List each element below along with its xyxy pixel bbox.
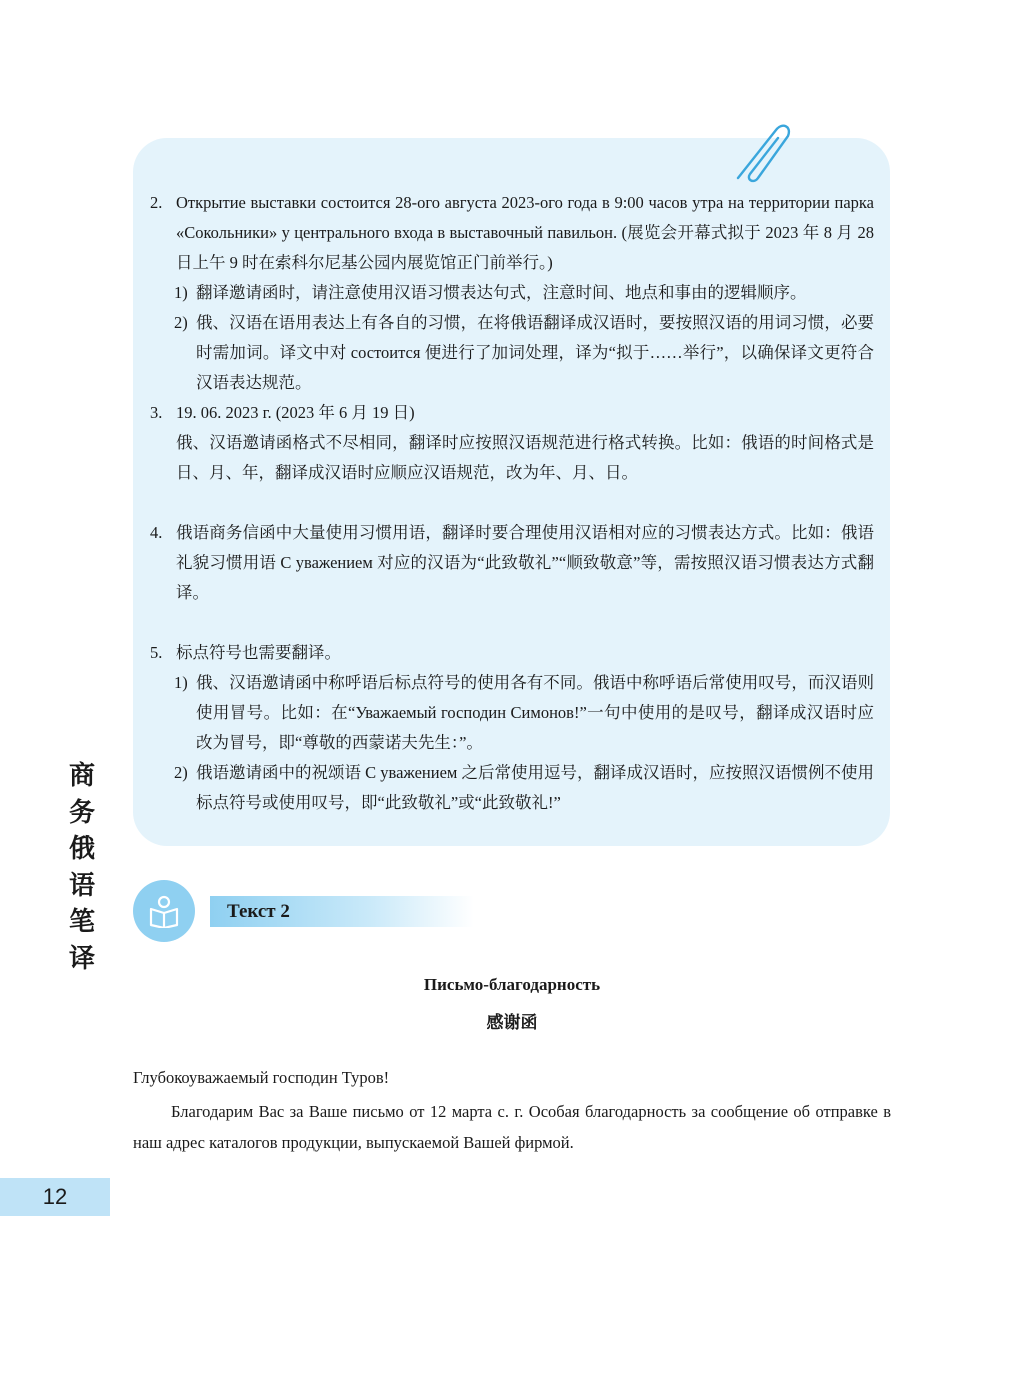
subitem-text: 俄语邀请函中的祝颂语 С уважением 之后常使用逗号，翻译成汉语时，应按照汉语惯例不使用标点符号或使用叹号，即“此致敬礼”或“此致敬礼!” bbox=[196, 763, 874, 812]
page-number: 12 bbox=[0, 1178, 110, 1216]
note-number: 2. bbox=[150, 193, 163, 212]
translation-notes bbox=[150, 188, 874, 818]
subitem-text: 俄、汉语邀请函中称呼语后标点符号的使用各有不同。俄语中称呼语后常使用叹号，而汉语则使用冒号。比如：在“Уважаемый господин Симонов!”一句中使用的是叹号，翻译成汉语时应改为冒号，即“尊敬的西蒙诺夫先生：”。 bbox=[196, 673, 874, 752]
note-number: 4. bbox=[150, 523, 163, 542]
note-subitem bbox=[150, 758, 874, 818]
note-item-5 bbox=[150, 638, 874, 668]
side-title-char: 笔 bbox=[68, 907, 95, 937]
letter-paragraph: Благодарим Вас за Ваше письмо от 12 марта с. г. Особая благодарность за сообщение об отправке в наш адрес каталогов продукции, выпускаемой Вашей фирмой. bbox=[133, 1102, 891, 1152]
paperclip-icon bbox=[728, 116, 798, 196]
note-text: 标点符号也需要翻译。 bbox=[176, 643, 341, 662]
note-subitem bbox=[150, 278, 874, 308]
note-item-3 bbox=[150, 398, 874, 488]
side-title-char: 译 bbox=[68, 943, 95, 974]
subitem-number: 1) bbox=[174, 283, 188, 302]
side-title-char: 俄 bbox=[68, 834, 95, 864]
side-title-char: 商 bbox=[68, 761, 95, 791]
side-title-char: 语 bbox=[68, 870, 95, 901]
book-side-title bbox=[64, 758, 100, 977]
note-number: 5. bbox=[150, 643, 163, 662]
note-subitem bbox=[150, 308, 874, 398]
letter-title-russian: Письмо-благодарность bbox=[423, 975, 601, 994]
note-number: 3. bbox=[150, 403, 163, 422]
subitem-text: 翻译邀请函时，请注意使用汉语习惯表达句式，注意时间、地点和事由的逻辑顺序。 bbox=[196, 283, 807, 302]
section-label: Текст 2 bbox=[227, 901, 290, 922]
subitem-number: 2) bbox=[174, 763, 188, 782]
note-text: 俄、汉语邀请函格式不尽相同，翻译时应按照汉语规范进行格式转换。比如：俄语的时间格式是日、月、年，翻译成汉语时应顺应汉语规范，改为年、月、日。 bbox=[176, 433, 874, 482]
book-reader-icon bbox=[133, 880, 195, 942]
note-text: 俄语商务信函中大量使用习惯用语，翻译时要合理使用汉语相对应的习惯表达方式。比如：俄语礼貌习惯用语 С уважением 对应的汉语为“此致敬礼”“顺致敬意”等，需按照汉语习惯表达方式翻译。 bbox=[176, 523, 874, 602]
note-text: Открытие выставки состоится 28-ого августа 2023-ого года в 9:00 часов утра на территории парка «Сокольники» у центрального входа в выставочный павильон. (展览会开幕式拟于 2023 年 8 月 28 日上午 9 时在索科尔尼基公园内展览馆正门前举行。) bbox=[176, 193, 874, 272]
letter-greeting: Глубокоуважаемый господин Туров! bbox=[133, 1068, 390, 1087]
note-subitem bbox=[150, 668, 874, 758]
note-item-4 bbox=[150, 518, 874, 608]
letter-title-chinese: 感谢函 bbox=[486, 1013, 538, 1033]
note-date-line: 19. 06. 2023 г. (2023 年 6 月 19 日) bbox=[176, 403, 415, 422]
side-title-char: 务 bbox=[68, 797, 95, 828]
note-item-2 bbox=[150, 188, 874, 278]
subitem-number: 2) bbox=[174, 313, 188, 332]
subitem-text: 俄、汉语在语用表达上有各自的习惯，在将俄语翻译成汉语时，要按照汉语的用词习惯，必要时需加词。译文中对 состоится 便进行了加词处理，译为“拟于……举行”，以确保译文更符合汉语表达规范。 bbox=[196, 313, 874, 392]
subitem-number: 1) bbox=[174, 673, 188, 692]
